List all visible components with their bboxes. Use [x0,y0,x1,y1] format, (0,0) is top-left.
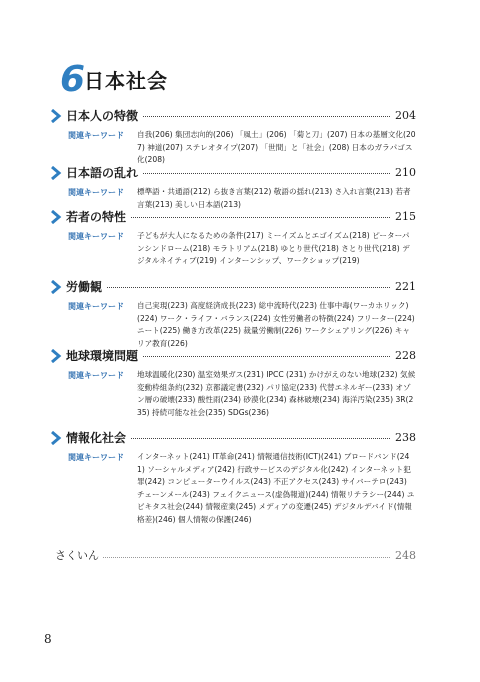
section-title: 地球環境問題 [66,348,142,364]
page-number: 248 [391,548,416,564]
page-number: 221 [391,279,416,295]
page-number: 228 [391,348,416,364]
page-number: 204 [391,108,416,124]
toc-index[interactable] [55,548,416,566]
keyword-list: 自我(206) 集団志向的(206) 「風土」(206) 「菊と刀」(207) 日本の基層文化(207) 神道(207) ステレオタイプ(207) 「世間」と「社会」(208) 日本のガラパゴス化(208) [137,130,416,165]
keyword-label: 関連キーワード [68,188,124,197]
keyword-list: 標準語・共通語(212) ら抜き言葉(212) 敬語の揺れ(213) さ入れ言葉(213) 若者言葉(213) 美しい日本語(213) [137,187,411,209]
leader-dots [55,557,390,558]
toc-section[interactable] [50,348,416,419]
chevron-right-icon [50,109,64,123]
keyword-label: 関連キーワード [68,371,124,380]
keyword-list: インターネット(241) IT革命(241) 情報通信技術(ICT)(241) ブロードバンド(241) ソーシャルメディア(242) 行政サービスのデジタル化(242) インターネット犯罪(242) コンピューターウイルス(243) 不正アクセス(243) サイバーテロ(243) チェーンメール(243) フェイクニュース(虚偽報道)(244) 情報リテラシー(244) ユビキタス社会(244) 情報産業(245) メディアの変遷(245) デジタルデバイド(情報格差)(246) 個人情報の保護(246) [137,452,415,524]
keyword-list: 地球温暖化(230) 温室効果ガス(231) IPCC (231) かけがえのない地球(232) 気候変動枠組条約(232) 京都議定書(232) パリ協定(233) 代替エネルギー(233) オゾン層の破壊(233) 酸性雨(234) 砂漠化(234) 森林破壊(234) 海洋汚染(235) 3R(235) 持続可能な社会(235) SDGs(236) [137,370,416,417]
page-number: 210 [391,165,416,181]
chapter-number: 6 [60,59,86,100]
chevron-right-icon [50,280,64,294]
keyword-label: 関連キーワード [68,453,124,462]
toc-section[interactable] [50,279,416,350]
toc-section[interactable] [50,165,416,211]
keyword-label: 関連キーワード [68,302,124,311]
chapter-title: 日本社会 [84,69,168,93]
toc-section[interactable] [50,209,416,268]
page-number: 238 [391,430,416,446]
chevron-right-icon [50,210,64,224]
section-title: 若者の特性 [66,209,130,225]
chevron-right-icon [50,431,64,445]
toc-section[interactable] [50,108,416,167]
toc-section[interactable] [50,430,416,527]
index-title: さくいん [55,548,103,564]
keyword-label: 関連キーワード [68,232,124,241]
keyword-list: 自己実現(223) 高度経済成長(223) 総中流時代(223) 仕事中毒(ワーカホリック)(224) ワーク・ライフ・バランス(224) 女性労働者の特徴(224) フリーター(224) ニート(225) 働き方改革(225) 裁量労働制(226) ワークシェアリング(226) キャリア教育(226) [137,301,415,348]
leader-dots [66,287,390,288]
chevron-right-icon [50,166,64,180]
keyword-label: 関連キーワード [68,131,124,140]
chevron-right-icon [50,349,64,363]
section-title: 日本人の特徴 [66,108,142,124]
section-title: 日本語の乱れ [66,165,142,181]
folio: 8 [44,632,52,646]
section-title: 労働観 [66,279,106,295]
keyword-list: 子どもが大人になるための条件(217) ミーイズムとエゴイズム(218) ピーターパンシンドローム(218) モラトリアム(218) ゆとり世代(218) さとり世代(218) デジタルネイティブ(219) インターンシップ、ワークショップ(219) [137,231,410,266]
page-number: 215 [391,209,416,225]
section-title: 情報化社会 [66,430,130,446]
